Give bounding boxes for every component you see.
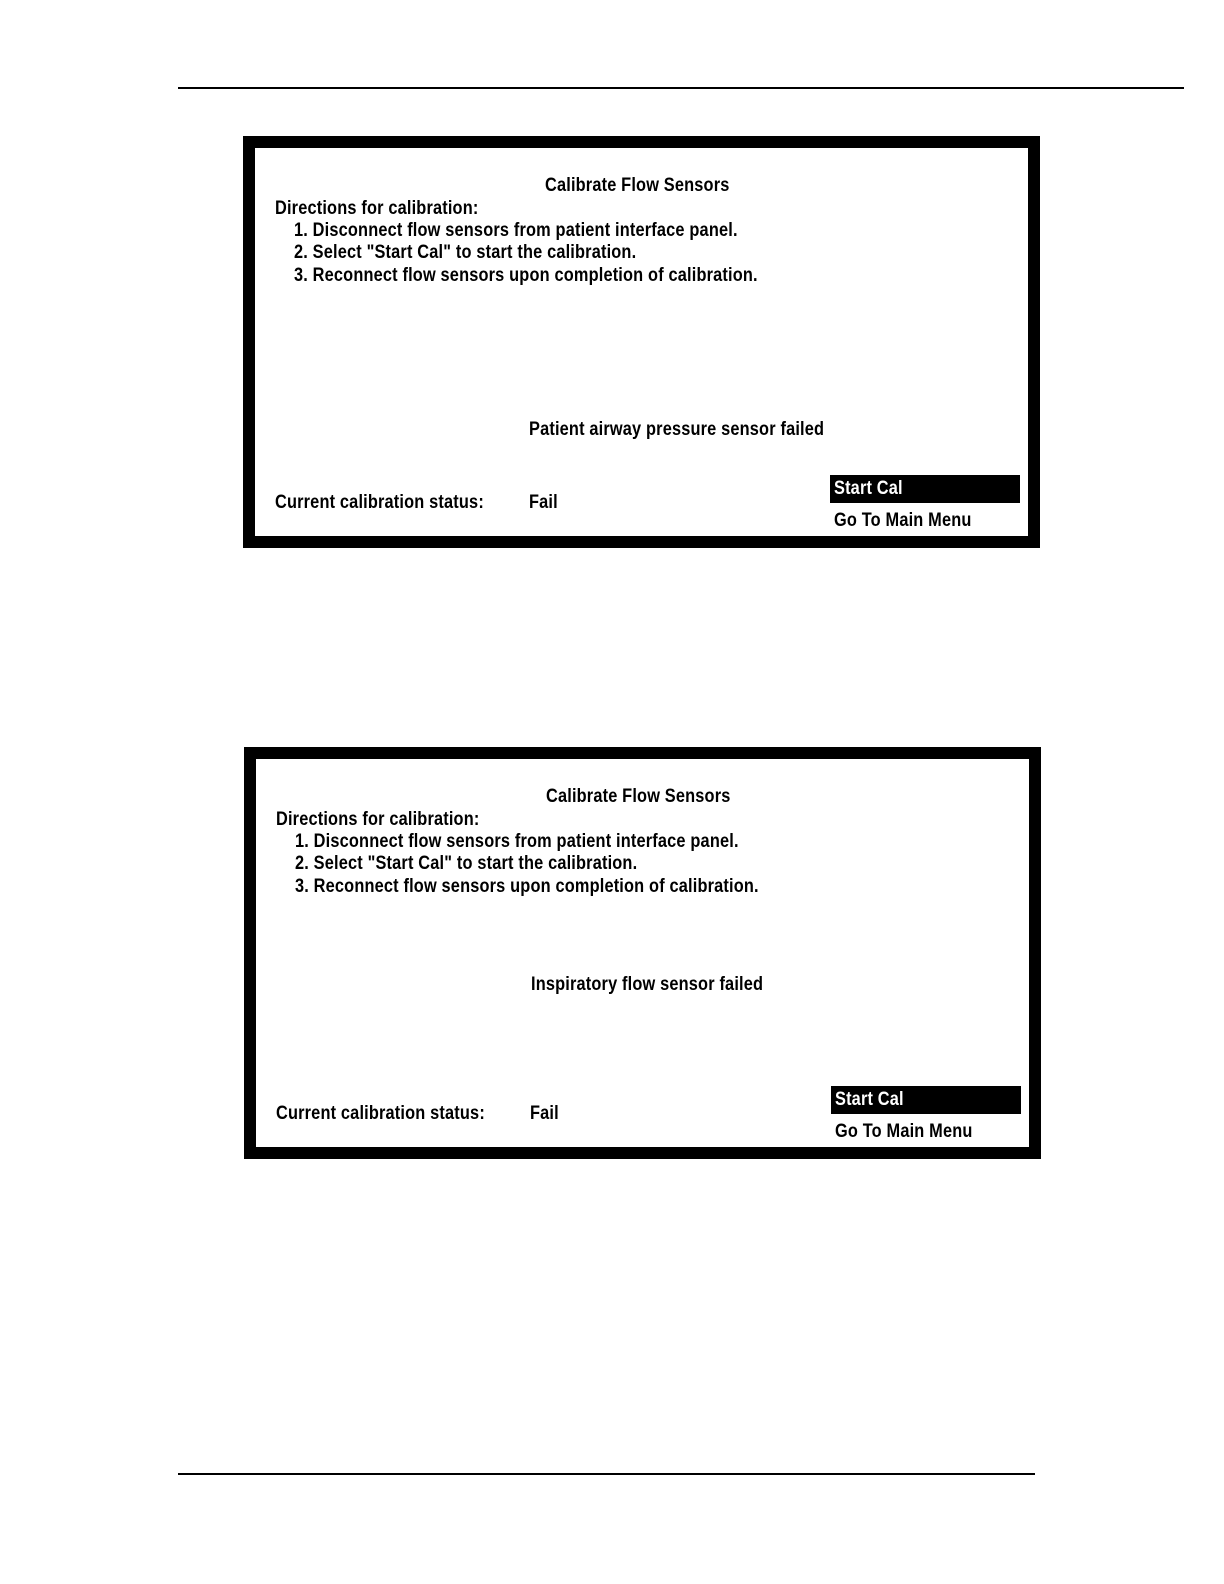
direction-step-1: 1. Disconnect flow sensors from patient interface panel. bbox=[295, 831, 739, 852]
screen-title: Calibrate Flow Sensors bbox=[545, 175, 730, 196]
direction-step-2: 2. Select "Start Cal" to start the calibration. bbox=[294, 242, 637, 263]
screen-title: Calibrate Flow Sensors bbox=[546, 786, 731, 807]
calibration-status-value: Fail bbox=[530, 1103, 559, 1124]
directions-heading: Directions for calibration: bbox=[275, 198, 479, 219]
calibration-screen-2 bbox=[244, 747, 1041, 1159]
go-to-main-menu-button[interactable] bbox=[831, 1121, 1021, 1147]
footer-rule bbox=[178, 1473, 1035, 1475]
calibration-status-label: Current calibration status: bbox=[276, 1103, 485, 1124]
directions-heading: Directions for calibration: bbox=[276, 809, 480, 830]
header-rule bbox=[178, 87, 1184, 89]
start-cal-label: Start Cal bbox=[834, 478, 903, 499]
direction-step-2: 2. Select "Start Cal" to start the calibration. bbox=[295, 853, 638, 874]
direction-step-1: 1. Disconnect flow sensors from patient interface panel. bbox=[294, 220, 738, 241]
calibration-status-label: Current calibration status: bbox=[275, 492, 484, 513]
direction-step-3: 3. Reconnect flow sensors upon completion of calibration. bbox=[294, 265, 758, 286]
calibration-screen-1 bbox=[243, 136, 1040, 548]
start-cal-button[interactable] bbox=[830, 475, 1020, 503]
error-message: Patient airway pressure sensor failed bbox=[529, 419, 825, 440]
go-to-main-menu-label: Go To Main Menu bbox=[834, 510, 972, 531]
calibration-status-value: Fail bbox=[529, 492, 558, 513]
go-to-main-menu-button[interactable] bbox=[830, 510, 1020, 536]
start-cal-button[interactable] bbox=[831, 1086, 1021, 1114]
direction-step-3: 3. Reconnect flow sensors upon completion of calibration. bbox=[295, 876, 759, 897]
start-cal-label: Start Cal bbox=[835, 1089, 904, 1110]
error-message: Inspiratory flow sensor failed bbox=[531, 974, 764, 995]
go-to-main-menu-label: Go To Main Menu bbox=[835, 1121, 973, 1142]
